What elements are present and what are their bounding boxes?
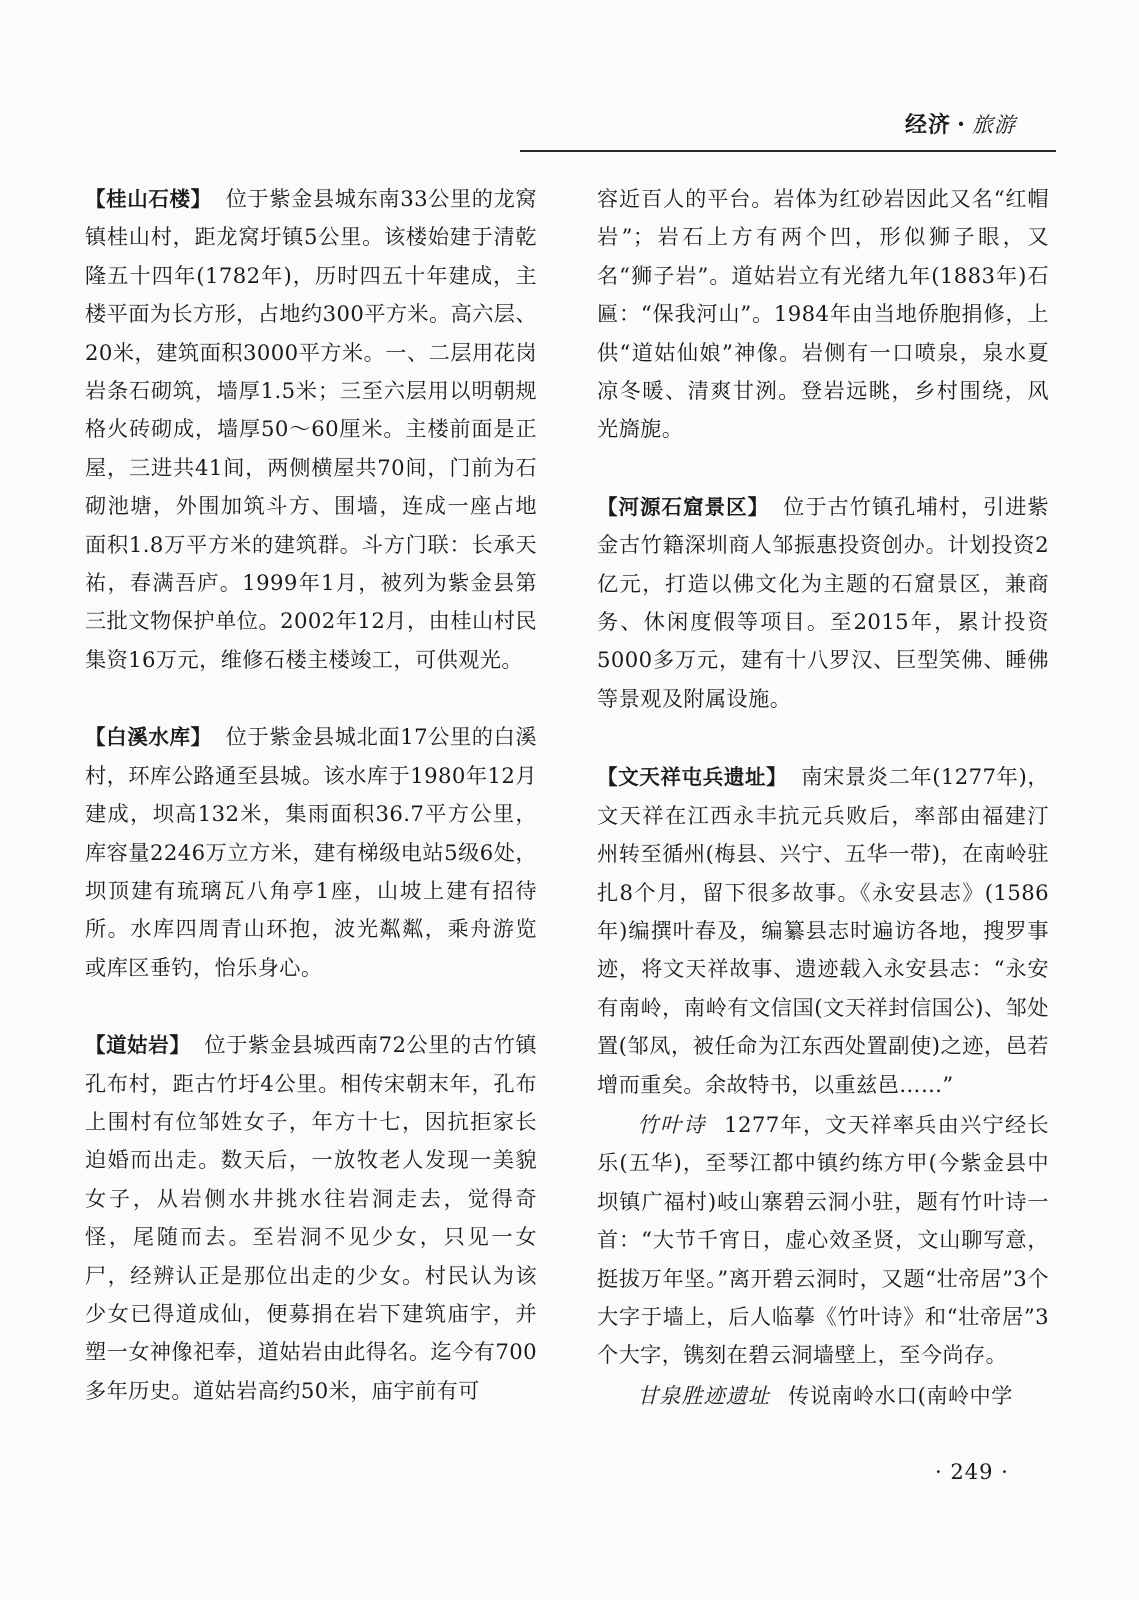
header-rule xyxy=(520,150,1056,152)
running-head-separator: · xyxy=(957,111,967,138)
entry-baixi-reservoir xyxy=(85,718,537,987)
entry-title: 【文天祥屯兵遗址】 xyxy=(597,765,788,790)
sub-entry-body: 传说南岭水口(南岭中学 xyxy=(788,1382,1013,1408)
entry-body: 容近百人的平台。岩体为红砂岩因此又名“红帽岩”；岩石上方有两个凹，形似狮子眼，又名“狮子岩”。道姑岩立有光绪九年(1883年)石匾：“保我河山”。1984年由当地侨胞捐修，上供“道姑仙娘”神像。岩侧有一口喷泉，泉水夏凉冬暖、清爽甘洌。登岩远眺，乡村围绕，风光旖旎。 xyxy=(597,186,1049,442)
entry-body: 位于紫金县城东南33公里的龙窝镇桂山村，距龙窝圩镇5公里。该楼始建于清乾隆五十四年(1782年)，历时四五十年建成，主楼平面为长方形，占地约300平方米。高六层、20米，建筑面积3000平方米。一、二层用花岗岩条石砌筑，墙厚1.5米；三至六层用以明朝规格火砖砌成，墙厚50～60厘米。主楼前面是正屋，三进共41间，两侧横屋共70间，门前为石砌池塘，外围加筑斗方、围墙，连成一座占地面积1.8万平方米的建筑群。斗方门联：长承天祐，春满吾庐。1999年1月，被列为紫金县第三批文物保护单位。2002年12月，由桂山村民集资16万元，维修石楼主楼竣工，可供观光。 xyxy=(85,186,537,672)
left-column xyxy=(85,180,537,1410)
sub-entry-bamboo-poem xyxy=(597,1106,1049,1375)
entry-heyuan-grottoes xyxy=(597,488,1049,718)
sub-entry-title: 甘泉胜迹遗址 xyxy=(637,1382,771,1408)
entry-title: 【桂山石楼】 xyxy=(85,187,212,211)
entry-body: 位于紫金县城西南72公里的古竹镇孔布村，距古竹圩4公里。相传宋朝末年，孔布上围村有位邹姓女子，年方十七，因抗拒家长迫婚而出走。数天后，一放牧老人发现一美貌女子，从岩侧水井挑水往岩洞走去，觉得奇怪，尾随而去。至岩洞不见少女，只见一女尸，经辨认正是那位出走的少女。村民认为该少女已得道成仙，便募捐在岩下建筑庙宇，并塑一女神像祀奉，道姑岩由此得名。迄今有700多年历史。道姑岩高约50米，庙宇前有可 xyxy=(85,1032,537,1403)
right-column xyxy=(597,180,1049,1415)
sub-entry-title: 竹叶诗 xyxy=(637,1111,707,1137)
entry-title: 【白溪水库】 xyxy=(85,725,212,750)
entry-body: 南宋景炎二年(1277年)，文天祥在江西永丰抗元兵败后，率部由福建汀州转至循州(梅县、兴宁、五华一带)，在南岭驻扎8个月，留下很多故事。《永安县志》(1586年)编撰叶春及，编纂县志时遍访各地，搜罗事迹，将文天祥故事、遗迹载入永安县志：“永安有南岭，南岭有文信国(文天祥封信国公)、邹处置(邹凤，被任命为江东西处置副使)之迹，邑若增而重矣。余故特书，以重兹邑……” xyxy=(597,764,1049,1097)
running-head-section: 经济 xyxy=(905,113,952,138)
entry-wen-tianxiang-camp xyxy=(597,758,1049,1104)
entry-daogu-rock-continued xyxy=(597,180,1049,449)
running-head-subsection: 旅游 xyxy=(972,113,1017,137)
page-number: · 249 · xyxy=(935,1460,1009,1484)
running-head xyxy=(905,108,1016,139)
entry-guishan-stone-tower xyxy=(85,180,537,679)
entry-title: 【道姑岩】 xyxy=(85,1033,191,1058)
entry-body: 位于紫金县城北面17公里的白溪村，环库公路通至县城。该水库于1980年12月建成，坝高132米，集雨面积36.7平方公里，库容量2246万立方米，建有梯级电站5级6处，坝顶建有琉璃瓦八角亭1座，山坡上建有招待所。水库四周青山环抱，波光粼粼，乘舟游览或库区垂钓，怡乐身心。 xyxy=(85,724,537,980)
entry-daogu-rock xyxy=(85,1026,537,1410)
sub-entry-sweet-spring xyxy=(597,1377,1049,1415)
sub-entry-body: 1277年，文天祥率兵由兴宁经长乐(五华)，至琴江都中镇约练方甲(今紫金县中坝镇广福村)岐山寨碧云洞小驻，题有竹叶诗一首：“大节千宵日，虚心效圣贤，文山聊写意，挺拔万年坚。”离开碧云洞时，又题“壮帝居”3个大字于墙上，后人临摹《竹叶诗》和“壮帝居”3个大字，镌刻在碧云洞墙壁上，至今尚存。 xyxy=(597,1111,1049,1368)
entry-title: 【河源石窟景区】 xyxy=(597,494,770,519)
entry-body: 位于古竹镇孔埔村，引进紫金古竹籍深圳商人邹振惠投资创办。计划投资2亿元，打造以佛文化为主题的石窟景区，兼商务、休闲度假等项目。至2015年，累计投资5000多万元，建有十八罗汉、巨型笑佛、睡佛等景观及附属设施。 xyxy=(597,493,1049,711)
